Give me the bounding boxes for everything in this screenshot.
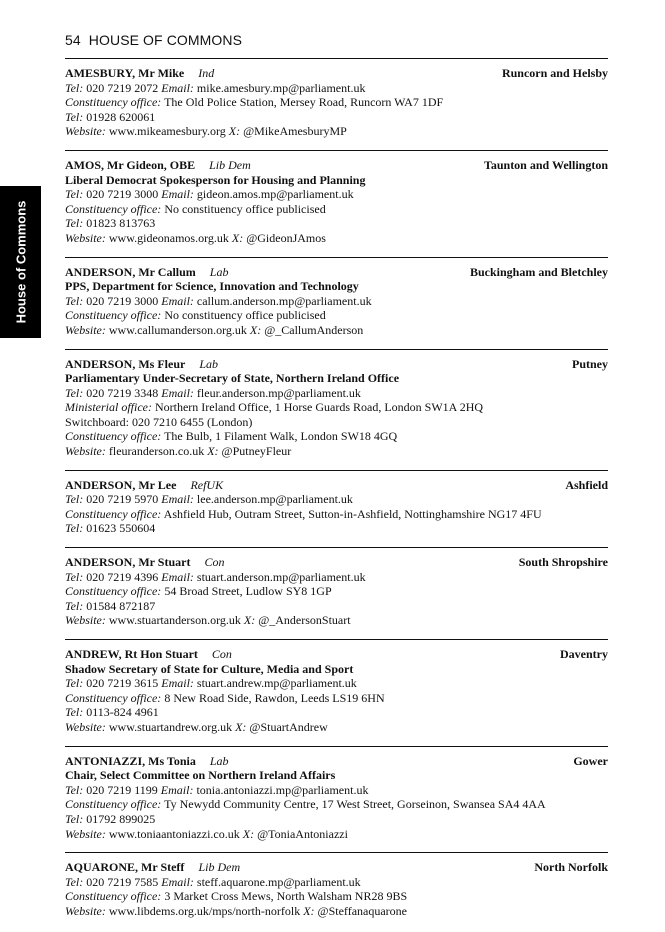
contact-line [65,492,608,507]
field-label: Ministerial office: [65,400,152,415]
mp-name: ANDERSON, Ms Fleur [65,356,186,371]
field-label: Tel: [65,492,84,507]
mp-party: Lib Dem [198,860,241,875]
field-value: fleuranderson.co.uk [105,444,208,459]
field-label: Tel: [65,782,84,797]
field-label: Tel: [65,676,84,691]
contact-line [65,95,608,110]
contact-line [65,202,608,217]
field-value: @GideonJAmos [243,230,326,245]
field-label: Email: [161,569,194,584]
mp-name: AQUARONE, Mr Steff [65,860,185,875]
field-label: Tel: [65,598,84,613]
field-value: @MikeAmesburyMP [240,124,347,139]
field-label: Email: [161,385,194,400]
field-value: stuart.andrew.mp@parliament.uk [193,676,357,691]
mp-entry [65,470,608,536]
contact-line [65,613,608,628]
field-label: Email: [161,874,194,889]
mp-party: RefUK [190,477,224,492]
field-value: callum.anderson.mp@parliament.uk [193,293,372,308]
entry-heading [65,357,608,372]
contact-line [65,797,608,812]
field-value: 020 7219 3000 [83,187,162,202]
field-value: @ToniaAntoniazzi [254,826,348,841]
mp-constituency: North Norfolk [534,860,608,875]
entry-heading [65,158,608,173]
field-label: Tel: [65,80,84,95]
field-label: Constituency office: [65,506,162,521]
mp-constituency: Buckingham and Bletchley [469,264,608,279]
field-value: 020 7219 3615 [83,676,162,691]
contact-line [65,720,608,735]
field-value: Ashfield Hub, Outram Street, Sutton-in-Ashfield, Nottinghamshire NG17 4FU [161,506,542,521]
field-value: 020 7219 3000 [83,293,162,308]
field-label: Website: [65,613,106,628]
field-label: Email: [160,782,194,797]
field-label: X: [231,230,244,245]
field-label: Constituency office: [65,95,162,110]
mp-entry [65,257,608,338]
entry-heading [65,555,608,570]
contact-line [65,216,608,231]
contact-line [65,783,608,798]
contact-line [65,599,608,614]
field-label: Tel: [65,521,84,536]
mp-party: Lab [209,264,229,279]
field-label: X: [303,903,315,918]
contact-line [65,429,608,444]
contact-line [65,705,608,720]
field-value: Ty Newydd Community Centre, 17 West Street, Gorseinon, Swansea SA4 4AA [161,797,546,812]
mp-entry [65,58,608,139]
contact-line [65,812,608,827]
mp-name: ANDERSON, Mr Callum [65,264,196,279]
field-value: 01584 872187 [83,598,156,613]
field-value: www.mikeamesbury.org [105,124,229,139]
field-value: www.gideonamos.org.uk [105,230,232,245]
contact-line [65,521,608,536]
mp-name: AMESBURY, Mr Mike [65,66,185,80]
mp-name: ANTONIAZZI, Ms Tonia [65,753,196,768]
mp-constituency: Taunton and Wellington [483,157,608,172]
field-label: Tel: [65,109,84,124]
field-value: @StuartAndrew [246,719,328,734]
mp-entries-list [65,58,608,930]
contact-line [65,323,608,338]
mp-name: ANDERSON, Mr Stuart [65,555,191,570]
field-value: 01928 620061 [83,109,156,124]
mp-role: Liberal Democrat Spokesperson for Housing and Planning [65,172,366,187]
field-value: www.callumanderson.org.uk [105,322,250,337]
mp-entry [65,150,608,246]
field-label: Tel: [65,811,84,826]
field-label: Tel: [65,293,84,308]
mp-party: Con [204,555,225,570]
contact-line [65,889,608,904]
field-value: @PutneyFleur [218,444,292,459]
field-label: X: [207,444,219,459]
mp-entry [65,639,608,735]
field-value: 0113-824 4961 [83,705,159,720]
contact-line [65,386,608,401]
field-value: 01823 813763 [83,216,156,231]
field-label: Constituency office: [65,889,162,904]
entry-heading [65,265,608,280]
contact-line [65,827,608,842]
contact-line [65,570,608,585]
mp-constituency: South Shropshire [518,555,608,570]
field-value: 01792 899025 [83,811,156,826]
contact-line [65,904,608,919]
side-tab-label: House of Commons [13,200,28,324]
field-label: Tel: [65,705,84,720]
field-label: Constituency office: [65,584,162,599]
contact-line [65,875,608,890]
entry-heading [65,66,608,81]
field-label: Constituency office: [65,308,162,323]
mp-role: Parliamentary Under-Secretary of State, Northern Ireland Office [65,371,400,386]
contact-line [65,110,608,125]
field-value: www.toniaantoniazzi.co.uk [105,826,243,841]
field-value: tonia.antoniazzi.mp@parliament.uk [193,782,369,797]
field-label: X: [235,719,247,734]
field-value: 01623 550604 [83,521,156,536]
field-label: Constituency office: [65,201,162,216]
field-label: X: [228,124,241,139]
field-label: Tel: [65,216,84,231]
field-label: Email: [161,676,194,691]
field-label: Tel: [65,385,84,400]
mp-constituency: Gower [573,753,608,768]
mp-name: ANDREW, Rt Hon Stuart [65,647,198,661]
field-value: mike.amesbury.mp@parliament.uk [193,80,366,95]
field-value: stuart.anderson.mp@parliament.uk [193,569,366,584]
entry-heading [65,754,608,769]
field-value: 8 New Road Side, Rawdon, Leeds LS19 6HN [161,690,385,705]
field-label: Website: [65,124,106,139]
mp-name: AMOS, Mr Gideon, OBE [65,157,196,172]
field-value: @_CallumAnderson [261,322,364,337]
mp-party: Lab [199,356,219,371]
contact-line [65,676,608,691]
field-value: @_AndersonStuart [255,613,351,628]
mp-constituency: Daventry [560,647,608,661]
contact-line [65,124,608,139]
mp-entry [65,746,608,842]
field-value: 020 7219 3348 [83,385,162,400]
mp-constituency: Putney [572,356,608,371]
page-header [65,32,242,48]
contact-line [65,294,608,309]
field-value: No constituency office publicised [161,308,326,323]
field-label: Website: [65,719,106,734]
field-label: Website: [65,322,106,337]
contact-line [65,81,608,96]
field-value: steff.aquarone.mp@parliament.uk [193,874,361,889]
field-label: Email: [161,293,194,308]
mp-entry [65,547,608,628]
mp-party: Lib Dem [209,157,251,172]
mp-entry [65,349,608,459]
mp-party: Ind [198,66,215,80]
contact-line [65,691,608,706]
field-value: 020 7219 7585 [83,874,162,889]
field-label: Website: [65,230,106,245]
contact-line [65,187,608,202]
mp-name: ANDERSON, Mr Lee [65,477,177,492]
mp-role: Shadow Secretary of State for Culture, Media and Sport [65,661,354,676]
field-value: 020 7219 4396 [83,569,162,584]
entry-heading [65,860,608,875]
mp-party: Con [211,647,232,661]
field-label: Website: [65,903,106,918]
field-value: 3 Market Cross Mews, North Walsham NR28 9BS [161,889,408,904]
field-value: www.stuartanderson.org.uk [105,613,244,628]
contact-line [65,584,608,599]
mp-role: Chair, Select Committee on Northern Ireland Affairs [65,768,336,783]
section-side-tab [0,186,41,338]
contact-line [65,231,608,246]
field-value: 020 7219 5970 [83,492,162,507]
page-title: HOUSE OF COMMONS [88,32,243,48]
field-label: Email: [161,187,194,202]
field-value: www.libdems.org.uk/mps/north-norfolk [105,903,304,918]
field-label: Tel: [65,569,84,584]
mp-constituency: Runcorn and Helsby [501,66,608,80]
field-label: X: [242,826,255,841]
field-label: X: [243,613,256,628]
field-value: 54 Broad Street, Ludlow SY8 1GP [161,584,332,599]
field-value: Northern Ireland Office, 1 Horse Guards Road, London SW1A 2HQ [151,400,484,415]
field-label: Constituency office: [65,429,162,444]
entry-heading [65,647,608,662]
entry-heading [65,478,608,493]
field-value: www.stuartandrew.org.uk [105,719,236,734]
field-label: Email: [161,80,194,95]
contact-line [65,415,608,430]
field-label: Website: [65,826,106,841]
mp-role: PPS, Department for Science, Innovation and Technology [65,279,359,294]
field-label: X: [249,322,262,337]
field-value: No constituency office publicised [161,201,326,216]
field-value: fleur.anderson.mp@parliament.uk [193,385,361,400]
field-value: gideon.amos.mp@parliament.uk [193,187,354,202]
field-label: Tel: [65,874,84,889]
mp-party: Lab [209,753,229,768]
field-label: Constituency office: [65,797,162,812]
contact-line [65,308,608,323]
field-value: Switchboard: 020 7210 6455 (London) [65,414,253,429]
field-label: Website: [65,444,106,459]
field-value: 020 7219 1199 [83,782,161,797]
field-value: The Old Police Station, Mersey Road, Runcorn WA7 1DF [161,95,444,110]
field-value: lee.anderson.mp@parliament.uk [193,492,353,507]
mp-entry [65,852,608,918]
contact-line [65,507,608,522]
contact-line [65,400,608,415]
field-label: Constituency office: [65,690,162,705]
field-label: Tel: [65,187,84,202]
contact-line [65,444,608,459]
page-number: 54 [65,32,81,48]
field-value: 020 7219 2072 [83,80,162,95]
field-label: Email: [161,492,194,507]
field-value: The Bulb, 1 Filament Walk, London SW18 4GQ [161,429,398,444]
mp-constituency: Ashfield [565,477,608,492]
field-value: @Steffanaquarone [314,903,408,918]
